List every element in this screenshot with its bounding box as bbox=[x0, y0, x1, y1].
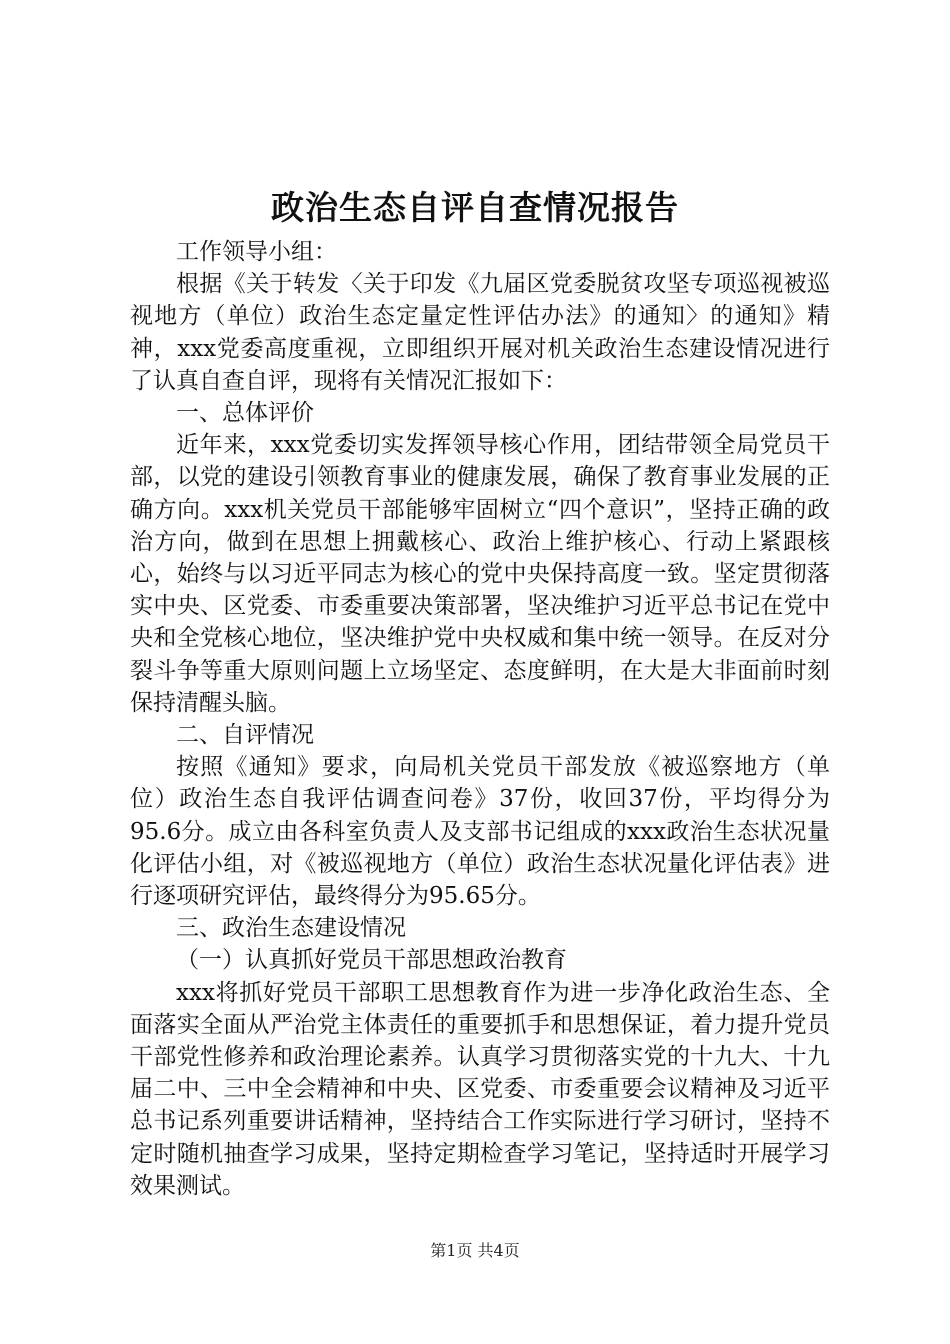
subsection-heading-education: （一）认真抓好党员干部思想政治教育 bbox=[176, 947, 567, 974]
section-heading-self-evaluation: 二、自评情况 bbox=[176, 722, 314, 749]
intro-paragraph: 根据《关于转发〈关于印发《九届区党委脱贫攻坚专项巡视被巡视地方（单位）政治生态定量定性评估办法》的通知〉的通知》精神，xxx党委高度重视，立即组织开展对机关政治生态建设情况进行了认真自查自评，现将有关情况汇报如下： bbox=[130, 271, 830, 394]
self-evaluation-paragraph: 按照《通知》要求，向局机关党员干部发放《被巡察地方（单位）政治生态自我评估调查问卷》37份，收回37份，平均得分为95.6分。成立由各科室负责人及支部书记组成的xxx政治生态状况量化评估小组，对《被巡视地方（单位）政治生态状况量化评估表》进行逐项研究评估，最终得分为95.65分。 bbox=[130, 754, 830, 910]
salutation: 工作领导小组： bbox=[176, 239, 337, 265]
overall-paragraph: 近年来，xxx党委切实发挥领导核心作用，团结带领全局党员干部，以党的建设引领教育事业的健康发展，确保了教育事业发展的正确方向。xxx机关党员干部能够牢固树立“四个意识”，坚持正确的政治方向，做到在思想上拥戴核心、政治上维护核心、行动上紧跟核心，始终与以习近平同志为核心的党中央保持高度一致。坚定贯彻落实中央、区党委、市委重要决策部署，坚决维护习近平总书记在党中央和全党核心地位，坚决维护党中央权威和集中统一领导。在反对分裂斗争等重大原则问题上立场坚定、态度鲜明，在大是大非面前时刻保持清醒头脑。 bbox=[130, 432, 830, 716]
page-number: 第1页 共4页 bbox=[430, 1241, 520, 1260]
document-body bbox=[130, 236, 830, 1202]
section-heading-construction: 三、政治生态建设情况 bbox=[176, 915, 406, 942]
education-paragraph: xxx将抓好党员干部职工思想教育作为进一步净化政治生态、全面落实全面从严治党主体责任的重要抓手和思想保证，着力提升党员干部党性修养和政治理论素养。认真学习贯彻落实党的十九大、十九届二中、三中全会精神和中央、区党委、市委重要会议精神及习近平总书记系列重要讲话精神，坚持结合工作实际进行学习研讨，坚持不定时随机抽查学习成果，坚持定期检查学习笔记，坚持适时开展学习效果测试。 bbox=[130, 979, 830, 1199]
document-title: 政治生态自评自查情况报告 bbox=[271, 188, 679, 227]
section-heading-overall: 一、总体评价 bbox=[176, 400, 314, 427]
